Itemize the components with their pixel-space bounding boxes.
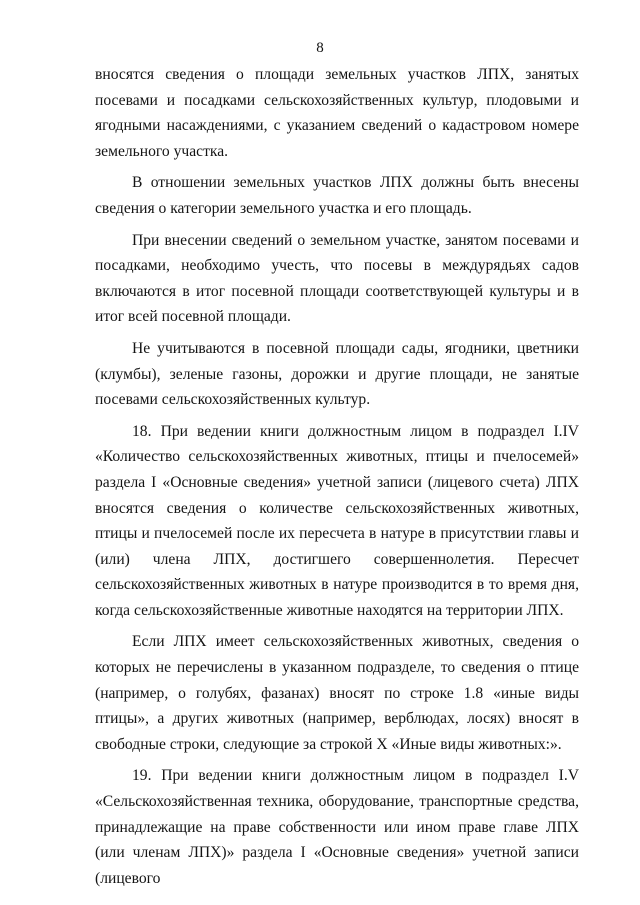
paragraph-other-animals: Если ЛПХ имеет сельскохозяйственных животных, сведения о которых не перечислены в указанном подразделе, то сведения о птице (например, о голубях, фазанах) вносят по строке 1.8 «иные виды птицы», а других животных (например, верблюдах, лосях) вносят в свободные строки, следующие за строкой X «Иные виды животных:». [95, 633, 579, 753]
paragraph-item-18: 18. При ведении книги должностным лицом в подраздел I.IV «Количество сельскохозяйственных животных, птицы и пчелосемей» раздела I «Основные сведения» учетной записи (лицевого счета) ЛПХ вносятся сведения о количестве сельскохозяйственных животных, птицы и пчелосемей после их пересчета в натуре в присутствии главы и (или) члена ЛПХ, достигшего совершеннолетия. Пересчет сельскохозяйственных животных в натуре производится в то время дня, когда сельскохозяйственные животные находятся на территории ЛПХ. [95, 422, 579, 619]
paragraph-continuation: вносятся сведения о площади земельных участков ЛПХ, занятых посевами и посадками сельскохозяйственных культур, плодовыми и ягодными насаждениями, с указанием сведений о кадастровом номере земельного участка. [95, 66, 579, 160]
paragraph-excluded-areas: Не учитываются в посевной площади сады, ягодники, цветники (клумбы), зеленые газоны, дорожки и другие площади, не занятые посевами сельскохозяйственных культур. [95, 339, 579, 409]
paragraph-land-category: В отношении земельных участков ЛПХ должны быть внесены сведения о категории земельного участка и его площадь. [95, 174, 579, 217]
paragraph-sown-area: При внесении сведений о земельном участке, занятом посевами и посадками, необходимо учесть, что посевы в междурядьях садов включаются в итог посевной площади соответствующей культуры и в итог всей посевной площади. [95, 231, 579, 326]
paragraph-item-19: 19. При ведении книги должностным лицом в подраздел I.V «Сельскохозяйственная техника, оборудование, транспортные средства, принадлежащие на праве собственности или ином праве главе ЛПХ (или членам ЛПХ)» раздела I «Основные сведения» учетной записи (лицевого [95, 767, 579, 887]
document-body [95, 62, 579, 897]
page-number: 8 [316, 40, 324, 56]
